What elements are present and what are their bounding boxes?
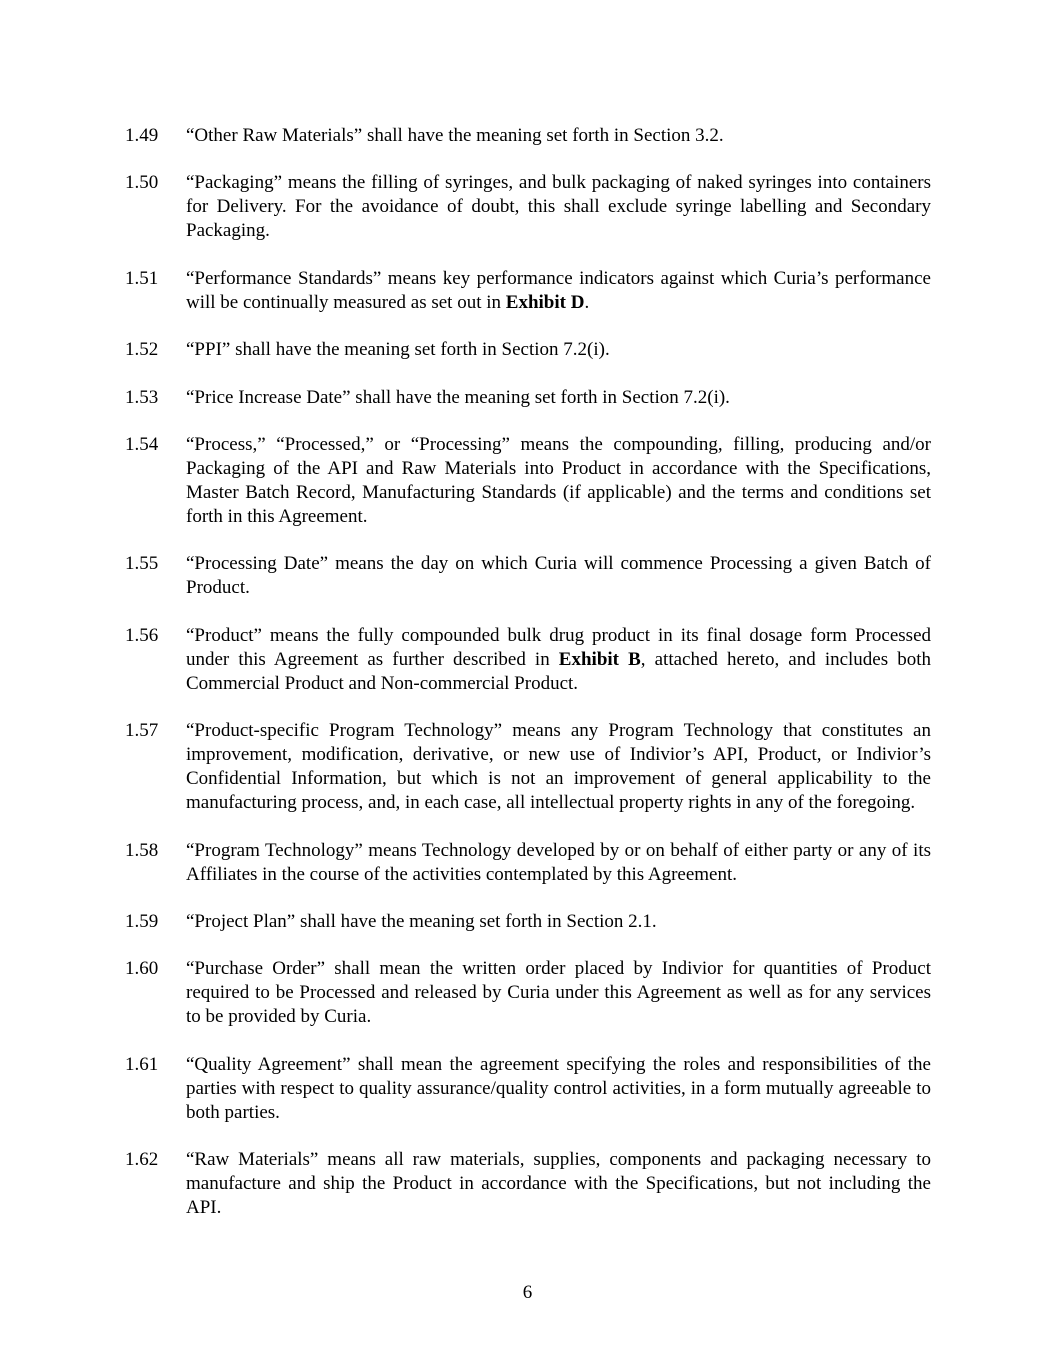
definition-number: 1.50: [125, 172, 159, 194]
definition-1-49: [125, 124, 931, 148]
definition-text: “Process,” “Processed,” or “Processing” means the compounding, filling, producing and/or Packaging of the API and Raw Materials into Product in accordance with the Specifications, Master Batch Record, Manufacturing Standards (if applicable) and the terms and conditions set forth in this Agreement.: [186, 433, 931, 527]
definition-1-52: [125, 338, 931, 362]
definition-number: 1.60: [125, 958, 159, 980]
definition-1-58: [125, 839, 931, 887]
definition-1-55: [125, 552, 931, 600]
definition-text: “Purchase Order” shall mean the written order placed by Indivior for quantities of Product required to be Processed and released by Curia under this Agreement as well as for any services to be provided by Curia.: [186, 958, 931, 1028]
definition-1-56: [125, 624, 931, 696]
definition-text: “Other Raw Materials” shall have the meaning set forth in Section 3.2.: [186, 125, 724, 146]
definition-number: 1.62: [125, 1149, 159, 1171]
definition-1-59: [125, 910, 931, 934]
definition-number: 1.58: [125, 839, 159, 861]
definition-1-50: [125, 171, 931, 243]
definition-number: 1.55: [125, 553, 159, 575]
definition-number: 1.51: [125, 267, 159, 289]
definition-text: “Project Plan” shall have the meaning set forth in Section 2.1.: [186, 910, 657, 932]
definition-1-53: [125, 386, 931, 410]
definition-text: “Quality Agreement” shall mean the agreement specifying the roles and responsibilities of the parties with respect to quality assurance/quality control activities, in a form mutually agreeable to both parties.: [186, 1053, 931, 1123]
definition-number: 1.52: [125, 339, 159, 361]
definition-1-60: [125, 957, 931, 1029]
exhibit-reference: Exhibit B: [558, 648, 641, 670]
definition-text: “PPI” shall have the meaning set forth in Section 7.2(i).: [186, 339, 610, 361]
definition-text: “Price Increase Date” shall have the meaning set forth in Section 7.2(i).: [186, 386, 730, 408]
exhibit-reference: Exhibit D: [505, 291, 585, 313]
definition-text: “Program Technology” means Technology developed by or on behalf of either party or any of its Affiliates in the course of the activities contemplated by this Agreement.: [186, 839, 931, 885]
definitions-list: [125, 124, 931, 1243]
definition-number: 1.53: [125, 386, 159, 408]
definition-number: 1.61: [125, 1053, 159, 1075]
definition-text: “Performance Standards” means key performance indicators against which Curia’s performance will be continually measured as set out in Exhibit D.: [186, 267, 931, 313]
definition-1-61: [125, 1053, 931, 1125]
definition-number: 1.57: [125, 720, 159, 742]
definition-number: 1.56: [125, 624, 159, 646]
definition-1-54: [125, 433, 931, 529]
definition-number: 1.54: [125, 433, 159, 455]
definition-text: “Packaging” means the filling of syringes, and bulk packaging of naked syringes into containers for Delivery. For the avoidance of doubt, this shall exclude syringe labelling and Secondary Packaging.: [186, 172, 931, 242]
definition-text: “Raw Materials” means all raw materials, supplies, components and packaging necessary to manufacture and ship the Product in accordance with the Specifications, but not including the API.: [186, 1149, 931, 1219]
definition-text: “Product-specific Program Technology” means any Program Technology that constitutes an improvement, modification, derivative, or new use of Indivior’s API, Product, or Indivior’s Confidential Information, but which is not an improvement of general applicability to the manufacturing process, and, in each case, all intellectual property rights in any of the foregoing.: [186, 720, 931, 814]
definition-number: 1.59: [125, 910, 159, 932]
definition-1-57: [125, 719, 931, 815]
definition-text: “Processing Date” means the day on which Curia will commence Processing a given Batch of Product.: [186, 553, 931, 599]
definition-text: “Product” means the fully compounded bulk drug product in its final dosage form Processed under this Agreement as further described in Exhibit B, attached hereto, and includes both Commercial Product and Non-commercial Product.: [186, 624, 932, 694]
definition-1-62: [125, 1148, 931, 1220]
page-number: 6: [522, 1282, 533, 1303]
definition-number: 1.49: [125, 125, 159, 146]
definition-1-51: [125, 267, 931, 315]
